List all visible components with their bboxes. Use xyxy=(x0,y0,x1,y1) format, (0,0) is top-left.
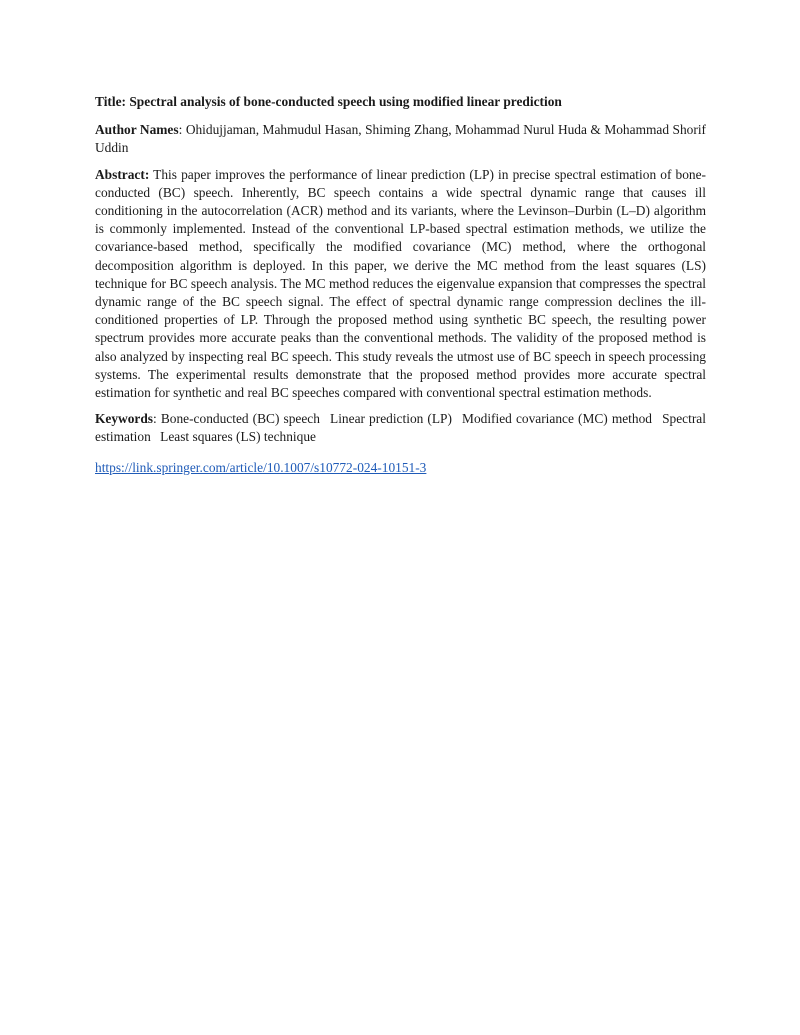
link-paragraph xyxy=(95,459,706,477)
keyword-item: Spectral estimation xyxy=(95,411,706,445)
abstract-paragraph xyxy=(95,166,706,403)
abstract-label: Abstract: xyxy=(95,166,150,182)
authors-label: Author Names xyxy=(95,122,179,138)
article-link[interactable]: https://link.springer.com/article/10.1007/s10772-024-10151-3 xyxy=(95,459,427,475)
keywords-paragraph xyxy=(95,410,706,446)
paper-title: Spectral analysis of bone-conducted speech using modified linear prediction xyxy=(129,94,562,109)
keywords-separator: : xyxy=(153,411,161,427)
abstract-text: This paper improves the performance of linear prediction (LP) in precise spectral estimation of bone-conducted (BC) speech. Inherently, BC speech contains a wide spectral dynamic range that causes ill conditioning in the autocorrelation (ACR) method and its variants, where the Levinson–Durbin (L–D) algorithm is commonly implemented. Instead of the conventional LP-based spectral estimation methods, we utilize the covariance-based method, specifically the modified covariance (MC) method, where the orthogonal decomposition algorithm is deployed. In this paper, we derive the MC method from the least squares (LS) technique for BC speech analysis. The MC method reduces the eigenvalue expansion that compresses the spectral dynamic range of the BC speech signal. The effect of spectral dynamic range compression declines the ill-conditioned properties of LP. Through the proposed method using synthetic BC speech, the resulting power spectrum provides more accurate peaks than the conventional methods. The validity of the proposed method is also analyzed by inspecting real BC speech. This study reveals the utmost use of BC speech in speech processing systems. The experimental results demonstrate that the proposed method provides more accurate spectral estimation for synthetic and real BC speeches compared with conventional spectral estimation methods. xyxy=(95,166,707,401)
keyword-item: Modified covariance (MC) method xyxy=(462,411,652,427)
authors-separator: : xyxy=(178,122,186,138)
authors-paragraph xyxy=(95,121,706,157)
keyword-item: Least squares (LS) technique xyxy=(160,429,316,445)
keyword-item: Bone-conducted (BC) speech xyxy=(160,411,320,427)
author-names: Ohidujjaman, Mahmudul Hasan, Shiming Zhang, Mohammad Nurul Huda & Mohammad Shorif Uddin xyxy=(95,122,707,156)
keywords-label: Keywords xyxy=(95,411,154,427)
title-label: Title: xyxy=(95,94,126,109)
document-content xyxy=(95,93,706,485)
keyword-item: Linear prediction (LP) xyxy=(330,411,452,427)
title-paragraph xyxy=(95,93,706,111)
